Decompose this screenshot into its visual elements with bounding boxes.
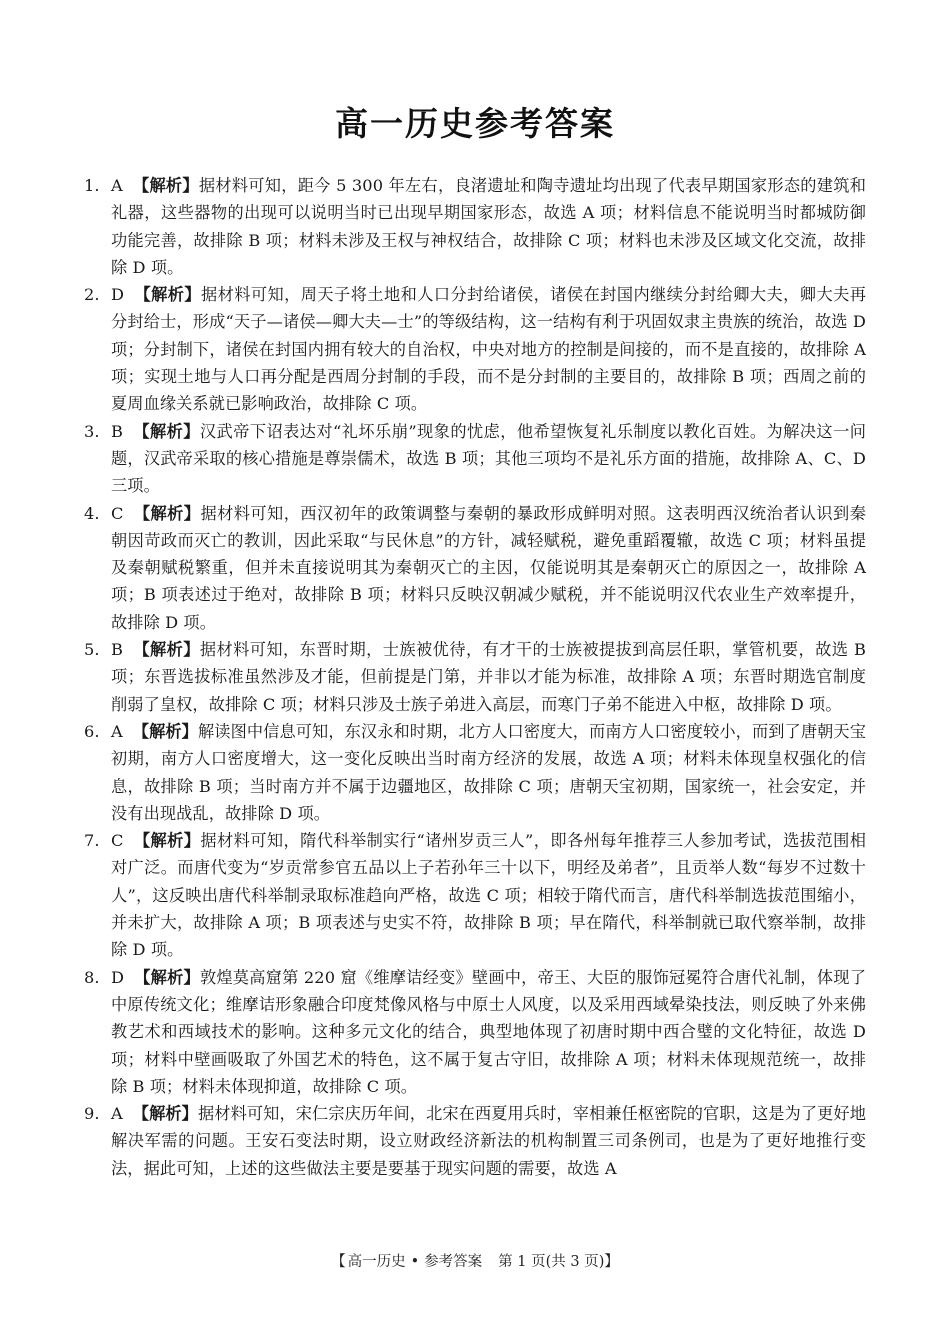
item-choice: A bbox=[111, 1104, 123, 1124]
answer-item-2 bbox=[84, 281, 866, 417]
answer-item-6 bbox=[84, 718, 866, 827]
analysis-tag: 【解析】 bbox=[133, 503, 201, 523]
analysis-tag: 【解析】 bbox=[133, 831, 201, 851]
footer-open-bracket: 【 bbox=[331, 1254, 346, 1270]
footer-close-bracket: 】 bbox=[604, 1254, 619, 1270]
page-title: 高一历史参考答案 bbox=[335, 104, 615, 143]
answer-list bbox=[84, 172, 866, 1182]
item-choice: B bbox=[111, 421, 123, 441]
footer-doc: 参考答案 bbox=[424, 1254, 483, 1270]
item-number: 2. bbox=[84, 285, 100, 305]
answer-item-4 bbox=[84, 500, 866, 636]
item-number: 1. bbox=[84, 176, 100, 195]
item-number: 3. bbox=[84, 421, 100, 441]
answer-item-5 bbox=[84, 636, 866, 718]
answer-item-3 bbox=[84, 418, 866, 500]
page-footer bbox=[0, 1250, 950, 1271]
item-text: 据材料可知，距今 5 300 年左右，良渚遗址和陶寺遗址均出现了代表早期国家形态的建筑和礼器，这些器物的出现可以说明当时已出现早期国家形态，故选 A 项；材料信息不能说明当时都城防御功能完善，故排除 B 项；材料未涉及王权与神权结合，故排除 C 项；材料也未涉及区域文化交流，故排除 D 项。 bbox=[111, 176, 867, 277]
item-choice: A bbox=[111, 176, 123, 195]
answer-item-1 bbox=[84, 172, 866, 281]
analysis-tag: 【解析】 bbox=[134, 967, 200, 987]
analysis-tag: 【解析】 bbox=[132, 1104, 198, 1124]
item-text: 敦煌莫高窟第 220 窟《维摩诘经变》壁画中，帝王、大臣的服饰冠冕符合唐代礼制，体现了中原传统文化；维摩诘形象融合印度梵像风格与中原士人风度，以及采用西域晕染技法，则反映了外来佛教艺术和西域技术的影响。这种多元文化的结合，典型地体现了初唐时期中西合璧的文化特征，故选 D 项；材料中壁画吸取了外国艺术的特色，这不属于复古守旧，故排除 A 项；材料未体现规范统一，故排除 B 项；材料未体现抑道，故排除 C 项。 bbox=[111, 967, 866, 1096]
footer-page-info: 第 1 页(共 3 页) bbox=[498, 1254, 605, 1270]
footer-subject: 高一历史 bbox=[347, 1254, 406, 1270]
item-text: 据材料可知，西汉初年的政策调整与秦朝的暴政形成鲜明对照。这表明西汉统治者认识到秦朝因苛政而灭亡的教训，因此采取“与民休息”的方针，减轻赋税，避免重蹈覆辙，故选 C 项；材料虽提及秦朝赋税繁重，但并未直接说明其为秦朝灭亡的主因，仅能说明其是秦朝灭亡的原因之一，故排除 A 项；B 项表述过于绝对，故排除 B 项；材料只反映汉朝减少赋税，并不能说明汉代农业生产效率提升，故排除 D 项。 bbox=[111, 503, 866, 632]
item-choice: C bbox=[111, 831, 124, 851]
item-text: 汉武帝下诏表达对“礼坏乐崩”现象的忧虑，他希望恢复礼乐制度以教化百姓。为解决这一问题，汉武帝采取的核心措施是尊崇儒术，故选 B 项；其他三项均不是礼乐方面的措施，故排除 A、C、D 三项。 bbox=[111, 421, 866, 496]
item-text: 据材料可知，宋仁宗庆历年间，北宋在西夏用兵时，宰相兼任枢密院的官职，这是为了更好地解决军需的问题。王安石变法时期，设立财政经济新法的机构制置三司条例司，也是为了更好地推行变法，据此可知，上述的这些做法主要是要基于现实问题的需要，故选 A bbox=[111, 1104, 866, 1178]
analysis-tag: 【解析】 bbox=[132, 721, 198, 741]
item-choice: C bbox=[111, 503, 124, 523]
item-text: 据材料可知，周天子将土地和人口分封给诸侯，诸侯在封国内继续分封给卿大夫，卿大夫再分封给士，形成“天子—诸侯—卿大夫—士”的等级结构，这一结构有利于巩固奴隶主贵族的统治，故选 D 项；分封制下，诸侯在封国内拥有较大的自治权，中央对地方的控制是间接的，而不是直接的，故排除 A 项；实现土地与人口再分配是西周分封制的手段，而不是分封制的主要目的，故排除 B 项；西周之前的夏周血缘关系就已影响政治，故排除 C 项。 bbox=[111, 285, 866, 414]
item-text: 据材料可知，东晋时期，士族被优待，有才干的士族被提拔到高层任职，掌管机要，故选 B 项；东晋选拔标准虽然涉及才能，但前提是门第，并非以才能为标准，故排除 A 项；东晋时期选官制度削弱了皇权，故排除 C 项；材料只涉及士族子弟进入高层，而寒门子弟不能进入中枢，故排除 D 项。 bbox=[111, 640, 867, 714]
analysis-tag: 【解析】 bbox=[134, 285, 201, 305]
footer-dot: • bbox=[410, 1254, 420, 1270]
item-number: 7. bbox=[84, 831, 100, 851]
item-number: 5. bbox=[84, 640, 100, 660]
item-number: 4. bbox=[84, 503, 100, 523]
analysis-tag: 【解析】 bbox=[132, 176, 199, 195]
item-number: 9. bbox=[84, 1104, 100, 1124]
item-choice: D bbox=[111, 285, 125, 305]
item-choice: D bbox=[111, 967, 125, 987]
analysis-tag: 【解析】 bbox=[133, 421, 200, 441]
item-choice: B bbox=[111, 640, 123, 660]
answer-item-8 bbox=[84, 964, 866, 1100]
answer-item-7 bbox=[84, 827, 866, 963]
item-text: 据材料可知，隋代科举制实行“诸州岁贡三人”，即各州每年推荐三人参加考试，选拔范围相对广泛。而唐代变为“岁贡常参官五品以上子若孙年三十以下，明经及弟者”，且贡举人数“每岁不过数十人”，这反映出唐代科举制录取标准趋向严格，故选 C 项；相较于隋代而言，唐代科举制选拔范围缩小，并未扩大，故排除 A 项；B 项表述与史实不符，故排除 B 项；早在隋代，科举制就已取代察举制，故排除 D 项。 bbox=[111, 831, 866, 960]
answer-item-9 bbox=[84, 1100, 866, 1182]
item-text: 解读图中信息可知，东汉永和时期，北方人口密度大，而南方人口密度较小，而到了唐朝天宝初期，南方人口密度增大，这一变化反映出当时南方经济的发展，故选 A 项；材料未体现皇权强化的信息，故排除 B 项；当时南方并不属于边疆地区，故排除 C 项；唐朝天宝初期，国家统一，社会安定，并没有出现战乱，故排除 D 项。 bbox=[111, 721, 866, 823]
item-number: 8. bbox=[84, 967, 100, 987]
item-number: 6. bbox=[84, 721, 100, 741]
analysis-tag: 【解析】 bbox=[133, 640, 200, 660]
item-choice: A bbox=[111, 721, 123, 741]
